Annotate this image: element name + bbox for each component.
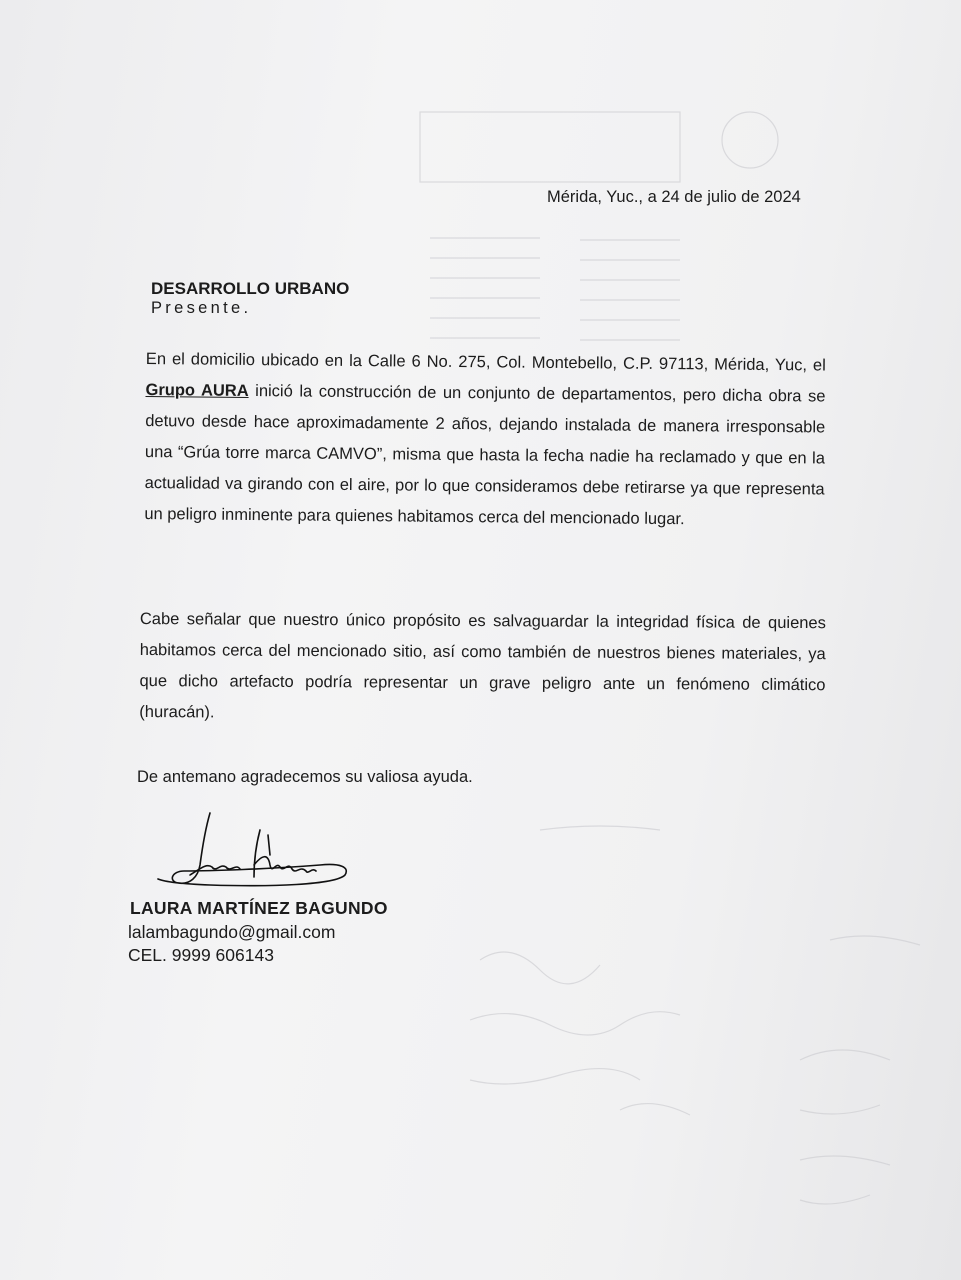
signer-phone: CEL. 9999 606143 [128, 945, 274, 965]
company-name: Grupo AURA [145, 380, 249, 400]
closing-line: De antemano agradecemos su valiosa ayuda. [137, 768, 473, 786]
paragraph-1-before: En el domicilio ubicado en la Calle 6 No. 275, Col. Montebello, C.P. 97113, Mérida, Yuc, el [145, 349, 826, 375]
date-line: Mérida, Yuc., a 24 de julio de 2024 [547, 188, 801, 206]
paragraph-2: Cabe señalar que nuestro único propósito es salvaguardar la integridad física de quienes habitamos cerca del mencionado sitio, así como también de nuestros bienes materiales, ya que dicho artefacto podría representar un grave peligro ante un fenómeno climático (huracán). [139, 609, 826, 722]
signer-name: LAURA MARTÍNEZ BAGUNDO [130, 898, 388, 918]
paragraph-1-after: inició la construcción de un conjunto de departamentos, pero dicha obra se detuvo desde hace aproximadamente 2 años, dejando instalada de manera irresponsable una “Grúa torre marca CAMVO”, misma que hasta la fecha nadie ha reclamado y que en la actualidad va girando con el aire, por lo que consideramos debe retirarse ya que representa un peligro inminente para quienes habitamos cerca del mencionado lugar. [144, 381, 826, 529]
handwritten-signature [150, 805, 360, 900]
signer-email: lalambagundo@gmail.com [128, 922, 336, 942]
salutation: Presente. [151, 299, 252, 317]
paragraph-1 [144, 344, 826, 537]
addressee: DESARROLLO URBANO [151, 279, 350, 298]
